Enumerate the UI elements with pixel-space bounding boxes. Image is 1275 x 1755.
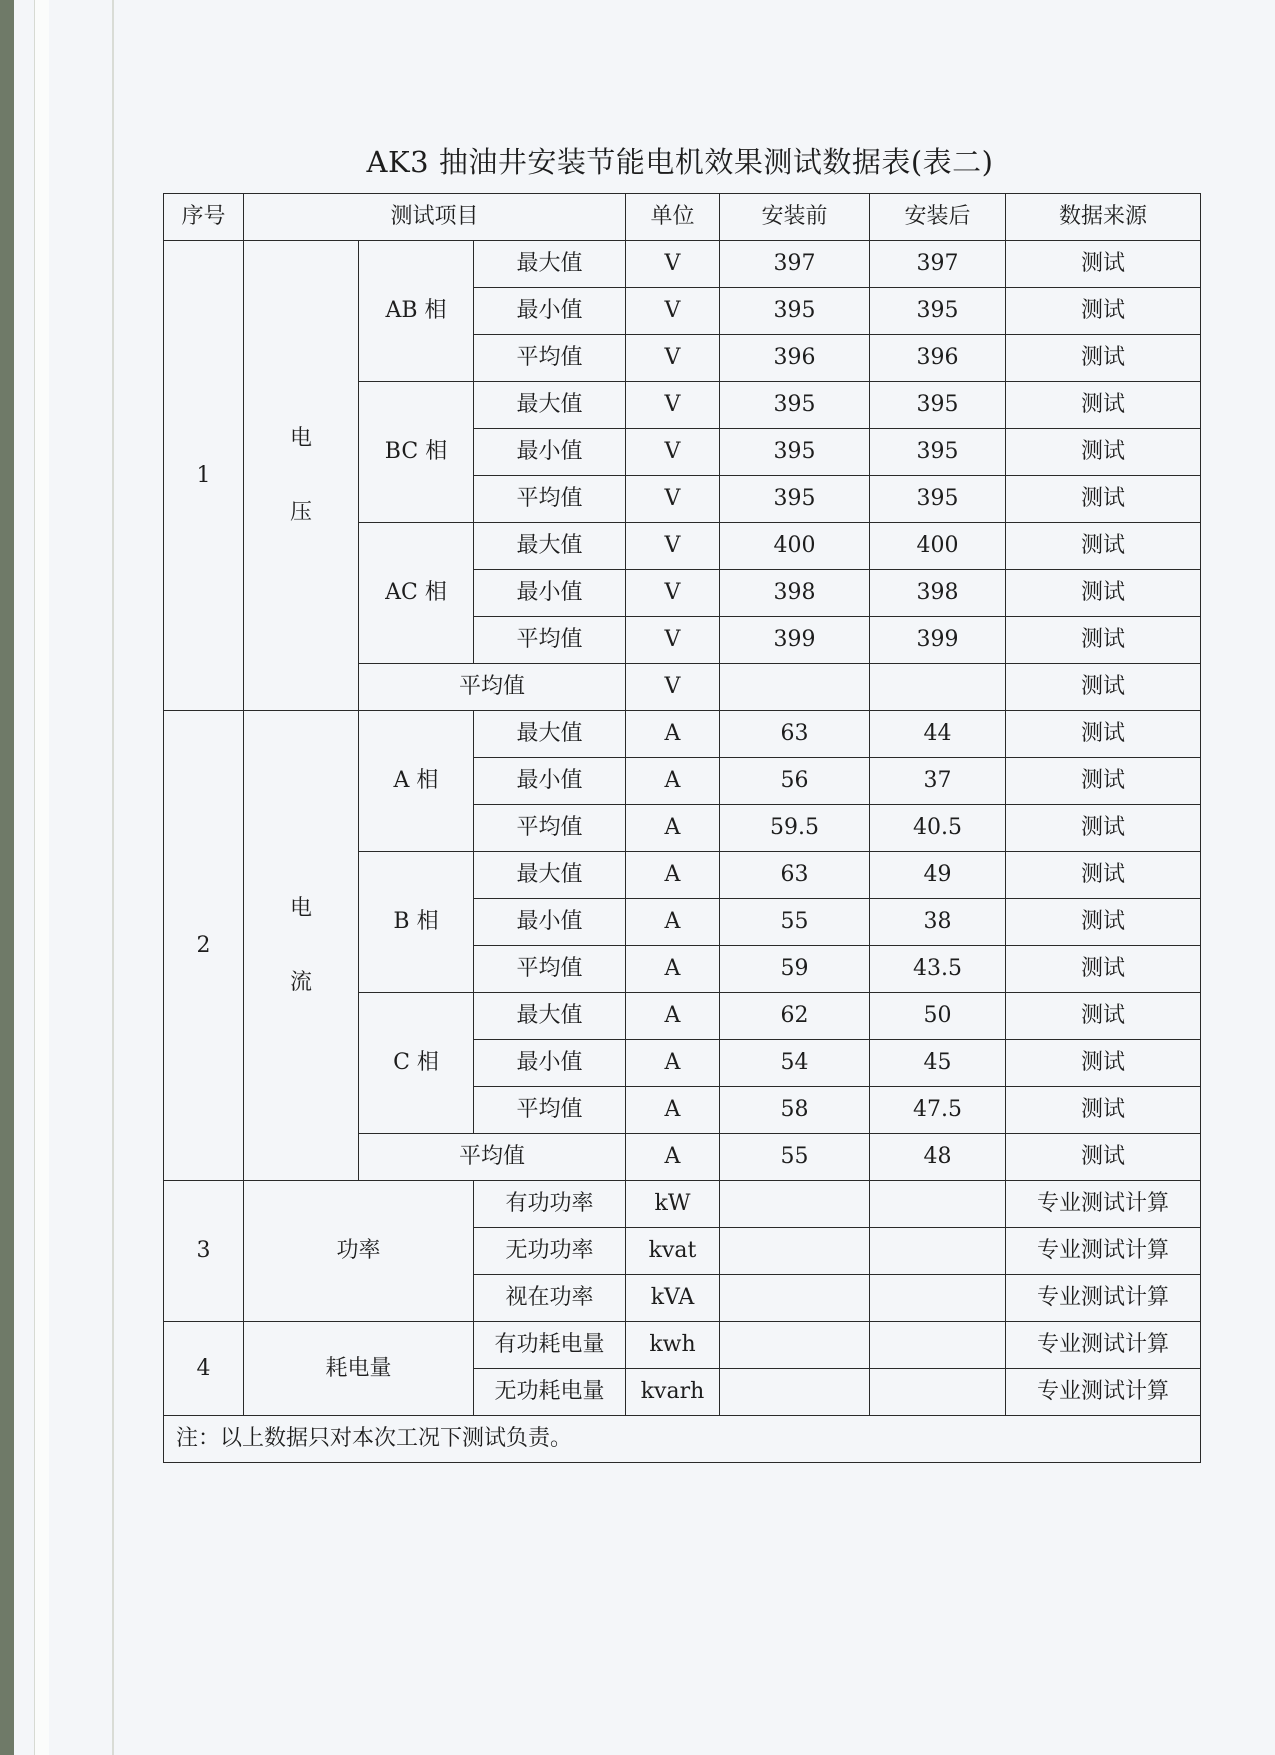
item-cell: 最小值 [474, 288, 626, 335]
after-cell [870, 1228, 1006, 1275]
unit-cell: kVA [626, 1275, 720, 1322]
source-cell: 测试 [1006, 899, 1201, 946]
test-data-table [163, 193, 1201, 1463]
unit-cell: V [626, 617, 720, 664]
item-cell: 最小值 [474, 1040, 626, 1087]
before-cell: 396 [720, 335, 870, 382]
item-cell: 平均值 [474, 946, 626, 993]
after-cell: 395 [870, 288, 1006, 335]
source-cell: 测试 [1006, 382, 1201, 429]
item-cell: 最大值 [474, 852, 626, 899]
section-no-current: 2 [164, 711, 244, 1181]
note-row [164, 1416, 1201, 1463]
item-cell: 无功耗电量 [474, 1369, 626, 1416]
source-cell: 测试 [1006, 852, 1201, 899]
section-label-power: 功率 [244, 1181, 474, 1322]
item-cell: 最大值 [474, 241, 626, 288]
after-cell: 38 [870, 899, 1006, 946]
section-char: 电 [289, 425, 312, 451]
avg-label: 平均值 [359, 1134, 626, 1181]
item-cell: 平均值 [474, 476, 626, 523]
before-cell [720, 1275, 870, 1322]
unit-cell: A [626, 1040, 720, 1087]
unit-cell: A [626, 993, 720, 1040]
before-cell: 59.5 [720, 805, 870, 852]
source-cell: 测试 [1006, 946, 1201, 993]
source-cell: 测试 [1006, 758, 1201, 805]
paper-edge [34, 0, 49, 1755]
item-cell: 最小值 [474, 570, 626, 617]
unit-cell: A [626, 852, 720, 899]
after-cell [870, 1275, 1006, 1322]
before-cell: 58 [720, 1087, 870, 1134]
before-cell [720, 1369, 870, 1416]
binding-edge [0, 0, 14, 1755]
source-cell: 测试 [1006, 993, 1201, 1040]
section-char: 电 [289, 895, 312, 921]
section-char: 压 [289, 499, 312, 525]
source-cell: 专业测试计算 [1006, 1228, 1201, 1275]
source-cell: 测试 [1006, 1040, 1201, 1087]
after-cell: 40.5 [870, 805, 1006, 852]
before-cell: 395 [720, 429, 870, 476]
item-cell: 有功功率 [474, 1181, 626, 1228]
unit-cell: A [626, 946, 720, 993]
phase-label: B 相 [359, 852, 474, 993]
unit-cell: kvarh [626, 1369, 720, 1416]
after-cell: 395 [870, 429, 1006, 476]
before-cell: 63 [720, 711, 870, 758]
source-cell: 专业测试计算 [1006, 1181, 1201, 1228]
header-no: 序号 [164, 194, 244, 241]
before-cell [720, 1228, 870, 1275]
item-cell: 平均值 [474, 617, 626, 664]
before-cell: 55 [720, 899, 870, 946]
after-cell: 398 [870, 570, 1006, 617]
section-label-energy: 耗电量 [244, 1322, 474, 1416]
table-row [164, 1322, 1201, 1369]
table-row [164, 241, 1201, 288]
after-cell: 396 [870, 335, 1006, 382]
item-cell: 最大值 [474, 993, 626, 1040]
source-cell: 测试 [1006, 1134, 1201, 1181]
after-cell: 400 [870, 523, 1006, 570]
unit-cell: kW [626, 1181, 720, 1228]
before-cell: 397 [720, 241, 870, 288]
unit-cell: V [626, 382, 720, 429]
section-label-current [244, 711, 359, 1181]
item-cell: 最小值 [474, 899, 626, 946]
after-cell: 48 [870, 1134, 1006, 1181]
after-cell [870, 1322, 1006, 1369]
section-no-energy: 4 [164, 1322, 244, 1416]
header-before: 安装前 [720, 194, 870, 241]
after-cell: 49 [870, 852, 1006, 899]
item-cell: 最大值 [474, 382, 626, 429]
after-cell: 50 [870, 993, 1006, 1040]
after-cell: 395 [870, 476, 1006, 523]
phase-label: A 相 [359, 711, 474, 852]
source-cell: 测试 [1006, 711, 1201, 758]
item-cell: 有功耗电量 [474, 1322, 626, 1369]
source-cell: 测试 [1006, 570, 1201, 617]
header-row [164, 194, 1201, 241]
source-cell: 测试 [1006, 288, 1201, 335]
unit-cell: A [626, 1134, 720, 1181]
after-cell: 37 [870, 758, 1006, 805]
after-cell: 45 [870, 1040, 1006, 1087]
before-cell: 395 [720, 382, 870, 429]
after-cell [870, 1181, 1006, 1228]
item-cell: 平均值 [474, 1087, 626, 1134]
before-cell: 55 [720, 1134, 870, 1181]
unit-cell: A [626, 899, 720, 946]
unit-cell: V [626, 288, 720, 335]
before-cell: 400 [720, 523, 870, 570]
footnote: 注：以上数据只对本次工况下测试负责。 [164, 1416, 1201, 1463]
after-cell: 397 [870, 241, 1006, 288]
item-cell: 最大值 [474, 711, 626, 758]
source-cell: 测试 [1006, 617, 1201, 664]
source-cell: 专业测试计算 [1006, 1369, 1201, 1416]
source-cell: 测试 [1006, 805, 1201, 852]
phase-label: BC 相 [359, 382, 474, 523]
after-cell: 47.5 [870, 1087, 1006, 1134]
phase-label: C 相 [359, 993, 474, 1134]
after-cell [870, 664, 1006, 711]
section-char: 流 [289, 969, 312, 995]
unit-cell: A [626, 805, 720, 852]
source-cell: 专业测试计算 [1006, 1322, 1201, 1369]
source-cell: 专业测试计算 [1006, 1275, 1201, 1322]
source-cell: 测试 [1006, 241, 1201, 288]
source-cell: 测试 [1006, 476, 1201, 523]
avg-label: 平均值 [359, 664, 626, 711]
unit-cell: V [626, 664, 720, 711]
unit-cell: V [626, 523, 720, 570]
after-cell: 399 [870, 617, 1006, 664]
phase-label: AC 相 [359, 523, 474, 664]
table-row [164, 1181, 1201, 1228]
source-cell: 测试 [1006, 335, 1201, 382]
header-after: 安装后 [870, 194, 1006, 241]
source-cell: 测试 [1006, 664, 1201, 711]
phase-label: AB 相 [359, 241, 474, 382]
table-row [164, 711, 1201, 758]
header-unit: 单位 [626, 194, 720, 241]
item-cell: 最大值 [474, 523, 626, 570]
before-cell [720, 664, 870, 711]
header-source: 数据来源 [1006, 194, 1201, 241]
before-cell [720, 1181, 870, 1228]
source-cell: 测试 [1006, 523, 1201, 570]
source-cell: 测试 [1006, 429, 1201, 476]
unit-cell: A [626, 758, 720, 805]
unit-cell: V [626, 570, 720, 617]
section-label-voltage [244, 241, 359, 711]
before-cell: 54 [720, 1040, 870, 1087]
item-cell: 最小值 [474, 758, 626, 805]
before-cell: 395 [720, 476, 870, 523]
after-cell [870, 1369, 1006, 1416]
section-no-power: 3 [164, 1181, 244, 1322]
unit-cell: V [626, 241, 720, 288]
before-cell: 398 [720, 570, 870, 617]
document-title: AK3 抽油井安装节能电机效果测试数据表(表二) [366, 145, 994, 179]
unit-cell: kvat [626, 1228, 720, 1275]
after-cell: 44 [870, 711, 1006, 758]
section-no-voltage: 1 [164, 241, 244, 711]
before-cell: 63 [720, 852, 870, 899]
after-cell: 395 [870, 382, 1006, 429]
source-cell: 测试 [1006, 1087, 1201, 1134]
before-cell: 56 [720, 758, 870, 805]
item-cell: 最小值 [474, 429, 626, 476]
before-cell: 59 [720, 946, 870, 993]
unit-cell: kwh [626, 1322, 720, 1369]
unit-cell: A [626, 1087, 720, 1134]
unit-cell: A [626, 711, 720, 758]
item-cell: 无功功率 [474, 1228, 626, 1275]
before-cell [720, 1322, 870, 1369]
before-cell: 395 [720, 288, 870, 335]
item-cell: 视在功率 [474, 1275, 626, 1322]
item-cell: 平均值 [474, 335, 626, 382]
after-cell: 43.5 [870, 946, 1006, 993]
sheet-shadow-line [112, 0, 114, 1755]
unit-cell: V [626, 476, 720, 523]
unit-cell: V [626, 335, 720, 382]
before-cell: 399 [720, 617, 870, 664]
before-cell: 62 [720, 993, 870, 1040]
unit-cell: V [626, 429, 720, 476]
header-item: 测试项目 [244, 194, 626, 241]
item-cell: 平均值 [474, 805, 626, 852]
